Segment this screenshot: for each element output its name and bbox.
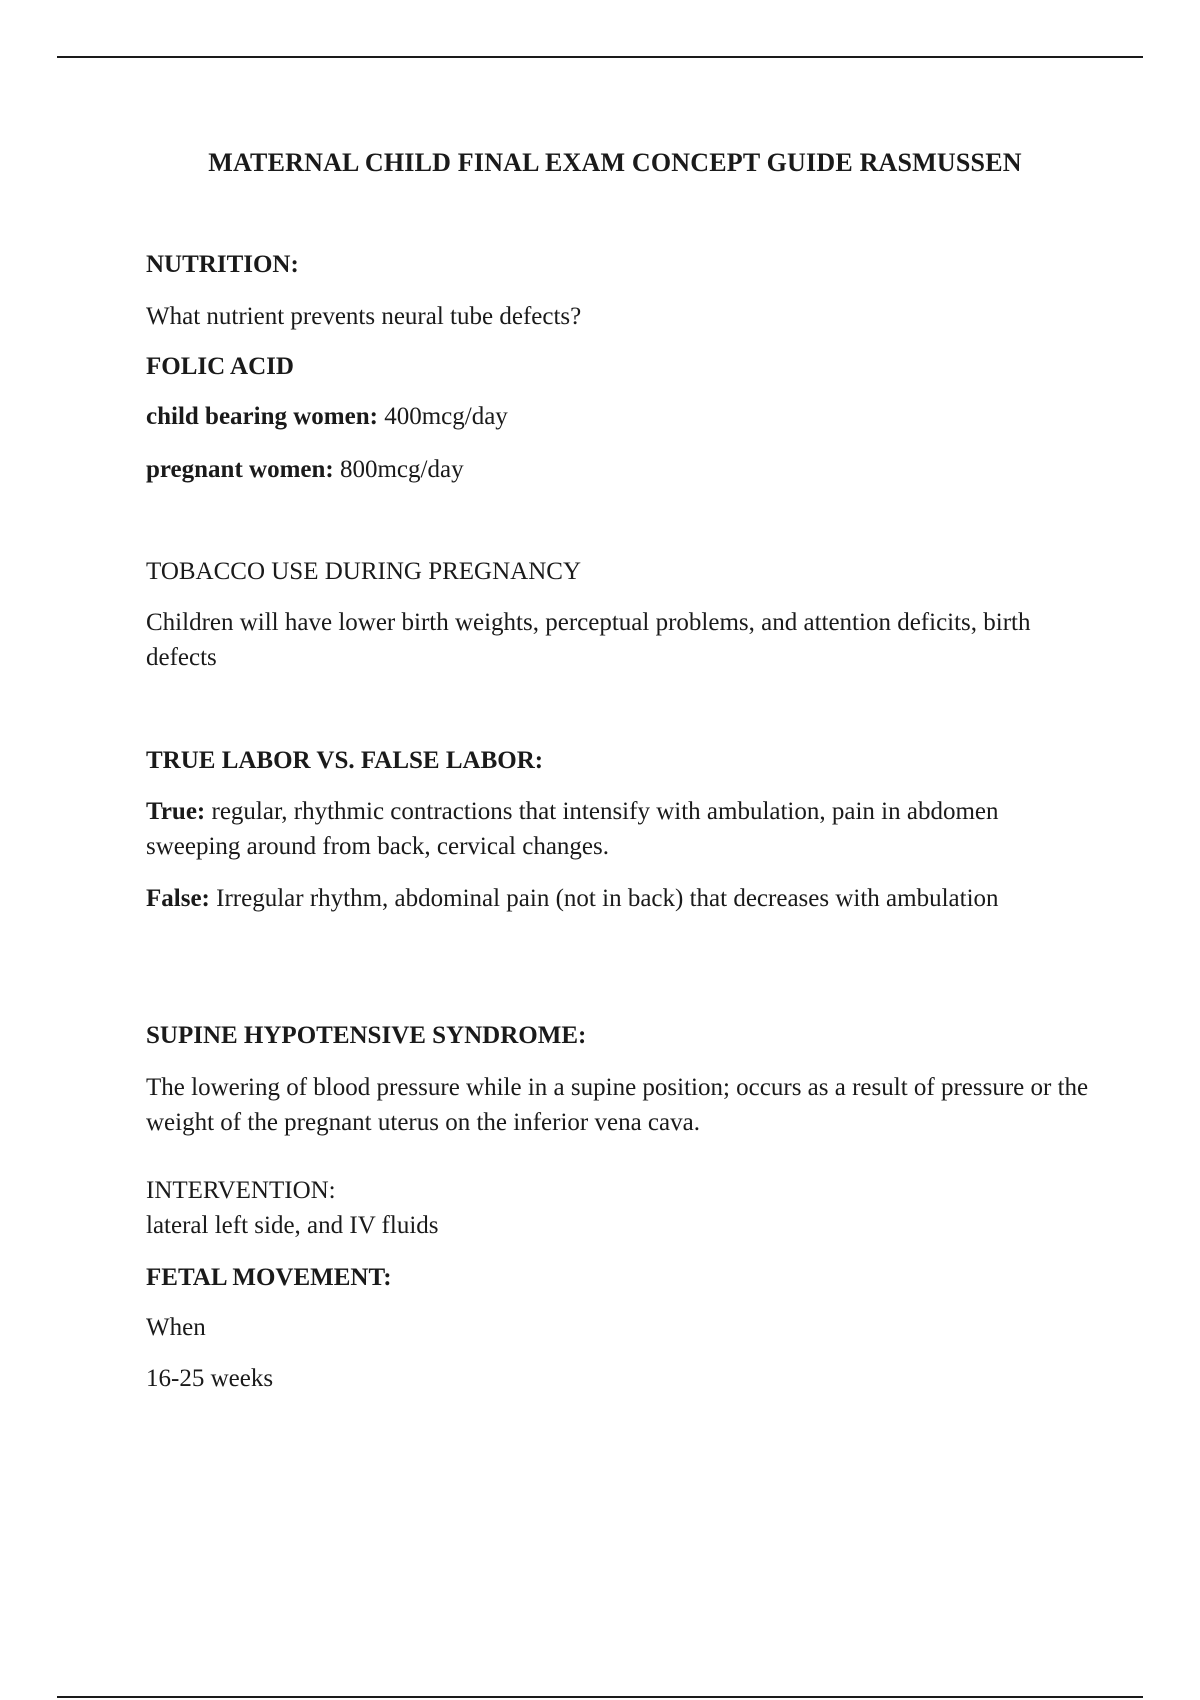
document-title: MATERNAL CHILD FINAL EXAM CONCEPT GUIDE RASMUSSEN <box>208 148 1022 177</box>
nutrition-answer: FOLIC ACID <box>146 353 294 380</box>
intervention-text: lateral left side, and IV fluids <box>146 1212 439 1239</box>
nutrition-heading: NUTRITION: <box>146 251 299 278</box>
false-labor-label: False: <box>146 885 210 912</box>
fetal-when-label: When <box>146 1314 206 1341</box>
child-bearing-line <box>146 399 508 434</box>
true-labor-text: regular, rhythmic contractions that intensify with ambulation, pain in abdomen sweeping around from back, cervical changes. <box>146 798 999 860</box>
true-labor-paragraph <box>146 794 1096 864</box>
supine-heading: SUPINE HYPOTENSIVE SYNDROME: <box>146 1022 587 1049</box>
intervention-label: INTERVENTION: <box>146 1177 336 1204</box>
pregnant-label: pregnant women: <box>146 456 334 483</box>
supine-text: The lowering of blood pressure while in a supine position; occurs as a result of pressure or the weight of the pregnant uterus on the inferior vena cava. <box>146 1074 1089 1136</box>
tobacco-text: Children will have lower birth weights, perceptual problems, and attention deficits, birth defects <box>146 609 1031 671</box>
fetal-when-value: 16-25 weeks <box>146 1365 274 1392</box>
child-bearing-label: child bearing women: <box>146 403 378 430</box>
labor-heading: TRUE LABOR VS. FALSE LABOR: <box>146 747 544 774</box>
false-labor-paragraph <box>146 881 1096 916</box>
true-labor-label: True: <box>146 798 206 825</box>
pregnant-value: 800mcg/day <box>339 456 464 483</box>
tobacco-heading: TOBACCO USE DURING PREGNANCY <box>146 558 581 585</box>
bottom-rule <box>57 1696 1143 1698</box>
false-labor-text: Irregular rhythm, abdominal pain (not in back) that decreases with ambulation <box>216 885 999 912</box>
nutrition-question: What nutrient prevents neural tube defects? <box>146 303 582 330</box>
pregnant-line <box>146 452 464 487</box>
child-bearing-value: 400mcg/day <box>384 403 508 430</box>
top-rule <box>57 56 1143 58</box>
fetal-heading: FETAL MOVEMENT: <box>146 1264 392 1291</box>
